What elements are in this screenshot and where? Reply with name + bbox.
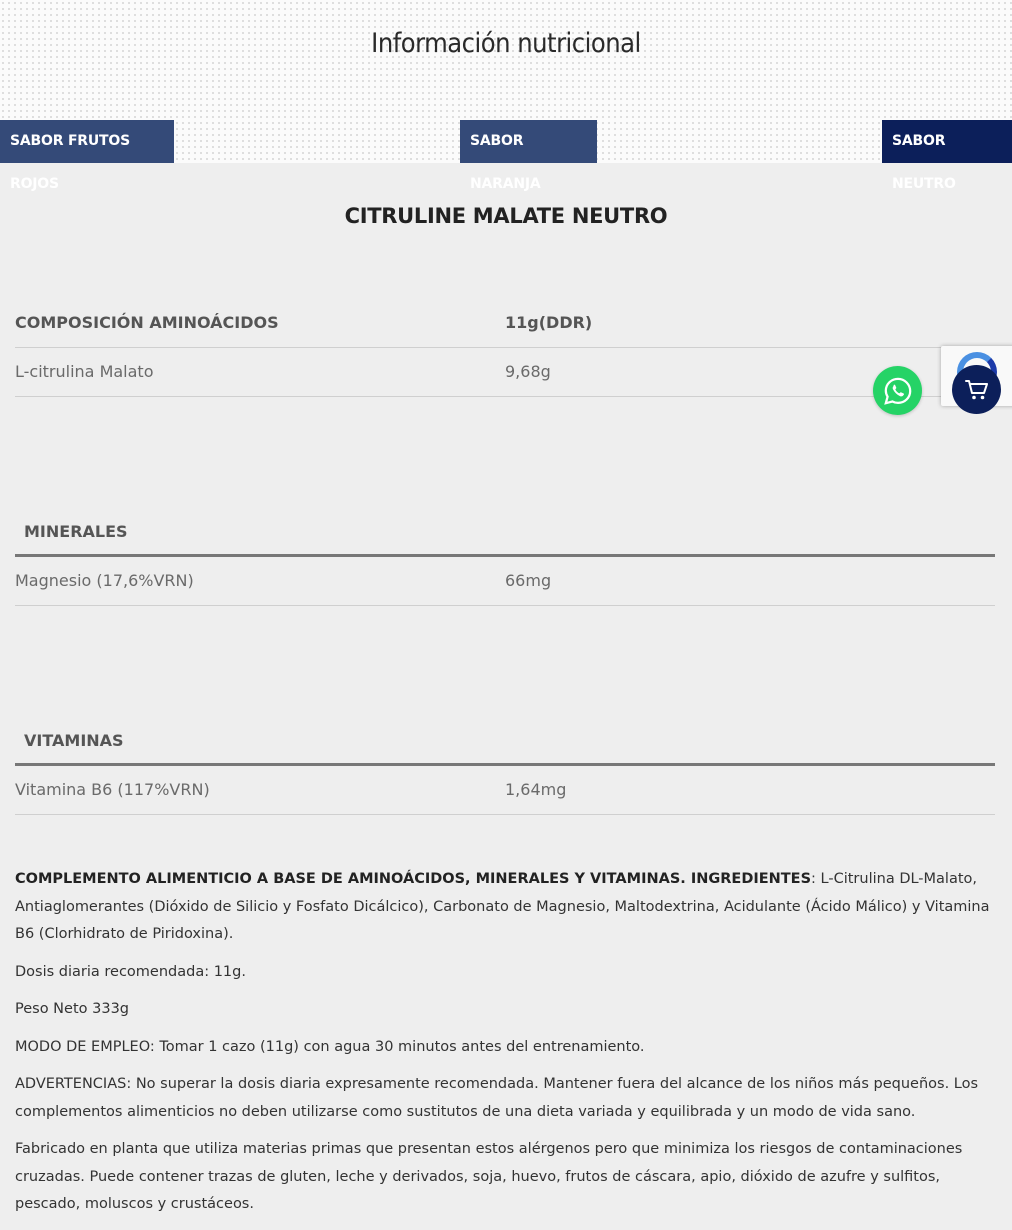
cart-icon [963, 376, 991, 404]
daily-dose-text: Dosis diaria recomendada: 11g. [15, 963, 246, 980]
minerals-title: MINERALES [24, 522, 128, 541]
aminoacids-header-name: COMPOSICIÓN AMINOÁCIDOS [15, 313, 279, 332]
nutrient-name: Vitamina B6 (117%VRN) [15, 780, 210, 799]
whatsapp-button[interactable] [873, 366, 922, 415]
vitamins-title: VITAMINAS [24, 731, 124, 750]
minerals-header [15, 510, 995, 557]
table-row [15, 557, 995, 606]
page-title: Información nutricional [371, 28, 641, 59]
product-description [15, 866, 990, 1229]
nutrient-name: Magnesio (17,6%VRN) [15, 571, 194, 590]
tab-sabor-frutos-rojos[interactable]: SABOR FRUTOS ROJOS [0, 120, 174, 163]
table-row [15, 766, 995, 815]
vitamins-header [15, 719, 995, 766]
whatsapp-icon [883, 376, 913, 406]
ingredients-label: COMPLEMENTO ALIMENTICIO A BASE DE AMINOÁCIDOS, MINERALES Y VITAMINAS. INGREDIENTES [15, 871, 812, 887]
table-row [15, 348, 995, 397]
nutrient-value: 66mg [505, 571, 552, 590]
cart-button[interactable] [952, 365, 1001, 414]
aminoacids-header-value: 11g(DDR) [505, 313, 593, 332]
warnings-text: ADVERTENCIAS: No superar la dosis diaria expresamente recomendada. Mantener fuera del alcance de los niños más pequeños. Los complementos alimenticios no deben utilizarse como sustitutos de una dieta variada y equilibrada y un modo de vida sano. [15, 1076, 979, 1120]
minerals-table [15, 557, 995, 606]
product-title: CITRULINE MALATE NEUTRO [344, 204, 668, 228]
allergens-text: Fabricado en planta que utiliza materias primas que presentan estos alérgenos pero que minimiza los riesgos de contaminaciones cruzadas. Puede contener trazas de gluten, leche y derivados, soja, huevo, frutos de cáscara, apio, dióxido de azufre y sulfitos, pescado, moluscos y crustáceos. [15, 1141, 963, 1212]
ingredients-paragraph [15, 866, 990, 949]
table-header-row [15, 299, 995, 348]
nutrient-name: L-citrulina Malato [15, 362, 154, 381]
ingredients-text: : L-Citrulina DL-Malato, Antiaglomerantes (Dióxido de Silicio y Fosfato Dicálcico), Carbonato de Magnesio, Maltodextrina, Acidulante (Ácido Málico) y Vitamina B6 (Clorhidrato de Piridoxina). [15, 871, 990, 942]
net-weight-text: Peso Neto 333g [15, 1001, 129, 1017]
vitamins-table [15, 766, 995, 815]
tab-sabor-neutro[interactable]: SABOR NEUTRO [882, 120, 1012, 163]
nutrient-value: 9,68g [505, 362, 551, 381]
tab-sabor-naranja[interactable]: SABOR NARANJA [460, 120, 597, 163]
aminoacids-table [15, 299, 995, 397]
usage-text: MODO DE EMPLEO: Tomar 1 cazo (11g) con agua 30 minutos antes del entrenamiento. [15, 1038, 645, 1055]
nutrient-value: 1,64mg [505, 780, 567, 799]
